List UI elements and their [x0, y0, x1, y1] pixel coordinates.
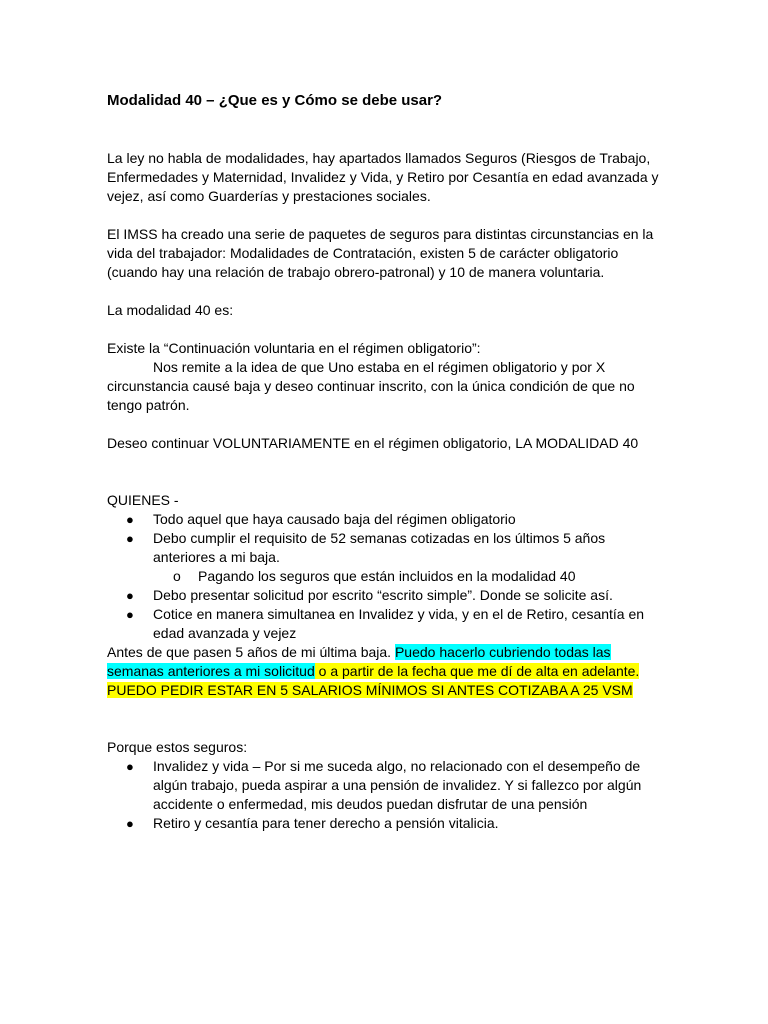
document-title: Modalidad 40 – ¿Que es y Cómo se debe usar?	[107, 92, 443, 109]
bullet-icon: ●	[126, 607, 134, 622]
porque-heading: Porque estos seguros:	[107, 739, 248, 755]
document-body	[107, 91, 667, 833]
highlight-salarios-text: PUEDO PEDIR ESTAR EN 5 SALARIOS MÍNIMOS SI ANTES COTIZABA A 25 VSM	[107, 682, 633, 698]
list-item-text: Debo presentar solicitud por escrito “escrito simple”. Donde se solicite así.	[153, 587, 613, 603]
quienes-heading: QUIENES -	[107, 492, 179, 508]
list-item	[107, 605, 667, 643]
paragraph-continuacion: Existe la “Continuación voluntaria en el régimen obligatorio”:	[107, 340, 481, 356]
list-item	[107, 814, 667, 833]
antes-text: Antes de que pasen 5 años de mi última baja.	[107, 644, 395, 660]
bullet-icon: ●	[126, 759, 134, 774]
paragraph-imss: El IMSS ha creado una serie de paquetes de seguros para distintas circunstancias en la vida del trabajador: Modalidades de Contratación, existen 5 de carácter obligatorio (cuando hay una relación de trabajo obrero-patronal) y 10 de manera voluntaria.	[107, 226, 654, 280]
bullet-icon: ●	[126, 512, 134, 527]
quienes-sublist	[107, 567, 667, 586]
list-item	[107, 529, 667, 586]
list-item-text: Debo cumplir el requisito de 52 semanas cotizadas en los últimos 5 años anteriores a mi baja.	[153, 530, 606, 565]
list-item-text: Todo aquel que haya causado baja del régimen obligatorio	[153, 511, 516, 527]
highlight-yellow-text: o a partir de la fecha que me dí de alta en adelante.	[314, 663, 640, 679]
list-item-text: Invalidez y vida – Por si me suceda algo, no relacionado con el desempeño de algún trabajo, pueda aspirar a una pensión de invalidez. Y si fallezco por algún accidente o enfermedad, mis deudos puedan disfrutar de una pensión	[153, 758, 642, 812]
highlight-cyan-text: Puedo hacerlo cubriendo todas las semanas anteriores a mi solicitud	[107, 644, 611, 679]
paragraph-salarios	[107, 681, 667, 700]
paragraph-antes	[107, 643, 667, 681]
paragraph-modalidad-intro: La modalidad 40 es:	[107, 302, 234, 318]
list-item	[107, 586, 667, 605]
paragraph-continuacion-detail	[107, 358, 667, 415]
bullet-icon: ●	[126, 588, 134, 603]
continuacion-detail-text: Nos remite a la idea de que Uno estaba en el régimen obligatorio y por X circunstancia causé baja y deseo continuar inscrito, con la única condición de que no tengo patrón.	[107, 359, 635, 413]
list-item	[107, 510, 667, 529]
list-item	[107, 757, 667, 814]
paragraph-voluntariamente: Deseo continuar VOLUNTARIAMENTE en el régimen obligatorio, LA MODALIDAD 40	[107, 435, 639, 451]
circle-bullet-icon: o	[173, 568, 181, 584]
bullet-icon: ●	[126, 816, 134, 831]
bullet-icon: ●	[126, 531, 134, 546]
paragraph-seguros: La ley no habla de modalidades, hay apartados llamados Seguros (Riesgos de Trabajo, Enfermedades y Maternidad, Invalidez y Vida, y Retiro por Cesantía en edad avanzada y vejez, así como Guarderías y prestaciones sociales.	[107, 150, 659, 204]
quienes-list	[107, 510, 667, 643]
list-item-text: Pagando los seguros que están incluidos en la modalidad 40	[198, 568, 576, 584]
list-item-text: Retiro y cesantía para tener derecho a pensión vitalicia.	[153, 815, 499, 831]
porque-list	[107, 757, 667, 833]
list-item	[107, 567, 667, 586]
list-item-text: Cotice en manera simultanea en Invalidez y vida, y en el de Retiro, cesantía en edad avanzada y vejez	[153, 606, 645, 641]
